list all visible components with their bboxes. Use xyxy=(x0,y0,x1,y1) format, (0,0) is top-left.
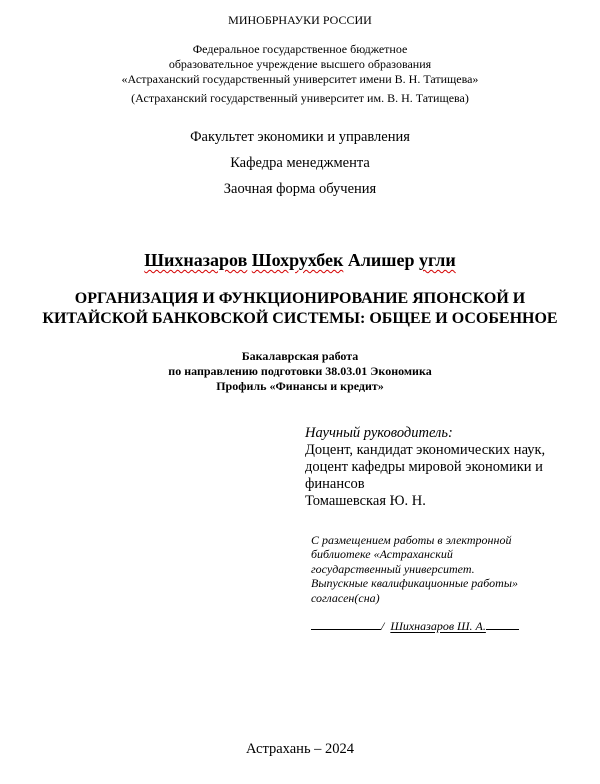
signature-separator: / xyxy=(381,619,385,633)
consent-line-5: согласен(сна) xyxy=(311,590,380,605)
faculty-name: Факультет экономики и управления xyxy=(190,129,410,145)
thesis-title-line-1: ОРГАНИЗАЦИЯ И ФУНКЦИОНИРОВАНИЕ ЯПОНСКОЙ И xyxy=(74,290,526,307)
thesis-title-line-2: КИТАЙСКОЙ БАНКОВСКОЙ СИСТЕМЫ: ОБЩЕЕ И ОСОБЕННОЕ xyxy=(42,310,558,327)
consent-line-2: библиотеке «Астраханский xyxy=(311,547,453,562)
supervisor-label: Научный руководитель: xyxy=(305,425,453,441)
work-type: Бакалаврская работа xyxy=(241,349,359,363)
institution-line-2: образовательное учреждение высшего образования xyxy=(168,57,432,71)
signature-name: Шихназаров Ш. А. xyxy=(390,619,486,633)
author-name xyxy=(0,251,600,269)
author-patronymic: Алишер xyxy=(347,250,415,270)
supervisor-name: Томашевская Ю. Н. xyxy=(305,493,426,509)
signature-line xyxy=(311,617,519,633)
city-year: Астрахань – 2024 xyxy=(245,741,355,757)
supervisor-degree: Доцент, кандидат экономических наук, xyxy=(305,442,546,458)
institution-line-3: «Астраханский государственный университет имени В. Н. Татищева» xyxy=(121,72,479,86)
study-form: Заочная форма обучения xyxy=(223,181,377,197)
author-suffix: угли xyxy=(419,250,456,270)
supervisor-block xyxy=(305,425,545,510)
author-given-name: Шохрухбек xyxy=(251,250,344,270)
author-surname: Шихназаров xyxy=(144,250,248,270)
signature-underline-tail xyxy=(486,617,519,630)
ministry-name: МИНОБРНАУКИ РОССИИ xyxy=(228,13,372,27)
signature-blank[interactable] xyxy=(311,617,381,630)
consent-line-3: государственный университет. xyxy=(311,561,475,576)
supervisor-position-line-1: доцент кафедры мировой экономики и xyxy=(305,459,543,475)
work-profile: Профиль «Финансы и кредит» xyxy=(216,379,384,393)
chair-name: Кафедра менеджмента xyxy=(230,155,370,171)
consent-line-4: Выпускные квалификационные работы» xyxy=(311,576,518,591)
supervisor-position-line-2: финансов xyxy=(305,476,365,492)
institution-short-name: (Астраханский государственный университет им. В. Н. Татищева) xyxy=(131,91,469,105)
consent-block xyxy=(311,533,518,605)
consent-line-1: С размещением работы в электронной xyxy=(311,533,512,547)
institution-line-1: Федеральное государственное бюджетное xyxy=(192,42,408,56)
work-direction: по направлению подготовки 38.03.01 Экономика xyxy=(168,364,432,378)
